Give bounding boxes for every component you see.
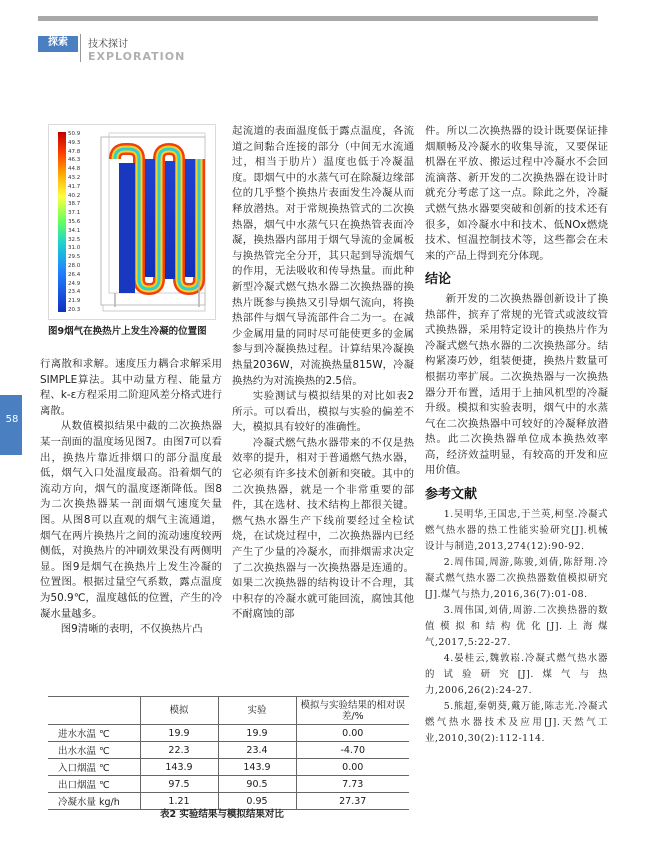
table-cell: 22.3 bbox=[140, 742, 218, 759]
legend-value: 37.1 bbox=[68, 210, 81, 217]
references-heading: 参考文献 bbox=[425, 487, 478, 503]
table-cell: 入口烟温 ℃ bbox=[48, 759, 140, 776]
table-cell: 90.5 bbox=[218, 776, 296, 793]
table-header: 模拟与实验结果的相对误差/% bbox=[296, 697, 409, 725]
table-cell: -4.70 bbox=[296, 742, 409, 759]
section-title-en: EXPLORATION bbox=[88, 50, 186, 63]
section-title-cn: 技术探讨 bbox=[88, 39, 128, 50]
legend-value: 50.9 bbox=[68, 131, 81, 137]
legend-value: 23.4 bbox=[68, 289, 81, 296]
paragraph: 行离散和求解。速度压力耦合求解采用SIMPLE算法。其中动量方程、能量方程、k-ε方程采用二阶迎风差分格式进行离散。 bbox=[40, 358, 222, 417]
table-cell: 7.73 bbox=[296, 776, 409, 793]
legend-value: 49.3 bbox=[68, 139, 81, 146]
table-caption: 表2 实验结果与模拟结果对比 bbox=[160, 809, 284, 820]
table-cell: 1.21 bbox=[140, 793, 218, 810]
paragraph: 图9清晰的表明，不仅换热片凸 bbox=[60, 623, 203, 636]
table-cell: 27.37 bbox=[296, 793, 409, 810]
color-legend-bar bbox=[58, 132, 66, 312]
legend-value: 21.9 bbox=[68, 298, 81, 305]
conclusion-paragraph: 新开发的二次换热器创新设计了换热部件，摈弃了常规的光管式或波纹管式换热器，采用特定设计的换热片作为冷凝式燃气热水器的二次换热部分。结构紧凑巧妙，组装便捷，换热片数量可根据功率扩展。二次换热器与一次换热器分开布置，适用于上抽风机型的冷凝升级。模拟和实验表明，烟气中的水蒸气在二次换热器中可较好的冷凝释放潜热。此二次换热器单位成本换热效率高，经济效益明显，有较高的开发和应用价值。 bbox=[425, 292, 608, 477]
table-cell: 143.9 bbox=[218, 759, 296, 776]
table-header-row bbox=[48, 697, 409, 725]
reference-item: 2.周伟国,周游,陈骏,刘倩,陈舒翔.冷凝式燃气热水器二次换热器数值模拟研究[J].煤气与热力,2016,36(7):01-08. bbox=[425, 556, 608, 600]
reference-item: 3.周伟国,刘倩,周游.二次换热器的数值模拟和结构优化[J].上海煤气,2017,5:22-27. bbox=[425, 604, 608, 648]
table-header bbox=[48, 697, 140, 725]
legend-value: 40.2 bbox=[68, 192, 81, 199]
paragraph: 冷凝式燃气热水器带来的不仅是热效率的提升，相对于普通燃气热水器，它必须有许多技术创新和突破。其中的二次换热器，就是一个非常重要的部件，其在选材、技术结构上都很关键。燃气热水器生产下线前要经过全检试烧，在试烧过程中，二次换热器内已经产生了少量的冷凝水，而排烟需求决定了二次换热器与一次换热器是连通的。如果二次换热器的结构设计不合理，其中积存的冷凝水就可能回流，腐蚀其他不耐腐蚀的部 bbox=[232, 436, 414, 621]
heat-exchanger-plate-render bbox=[95, 129, 213, 317]
table-cell: 冷凝水量 kg/h bbox=[48, 793, 140, 810]
legend-value: 31.0 bbox=[68, 245, 81, 252]
table-cell: 出水水温 ℃ bbox=[48, 742, 140, 759]
table-cell: 0.00 bbox=[296, 725, 409, 742]
table-row bbox=[48, 776, 409, 793]
section-tag-underline bbox=[38, 50, 78, 52]
reference-item: 4.晏桂云,魏敦崧.冷凝式燃气热水器的试验研究[J].煤气与热力,2006,26(2):24-27. bbox=[425, 652, 608, 696]
color-legend-labels bbox=[68, 131, 96, 313]
table-cell: 19.9 bbox=[218, 725, 296, 742]
results-comparison-table bbox=[48, 696, 409, 810]
legend-value: 20.3 bbox=[68, 306, 81, 313]
text-column-2 bbox=[232, 124, 414, 623]
legend-value: 41.7 bbox=[68, 183, 81, 190]
table-row bbox=[48, 725, 409, 742]
table-cell: 进水水温 ℃ bbox=[48, 725, 140, 742]
table-cell: 0.00 bbox=[296, 759, 409, 776]
table-row bbox=[48, 759, 409, 776]
page-number: 58 bbox=[5, 414, 19, 425]
reference-item: 5.熊超,秦朝葵,戴万能,陈志光.冷凝式燃气热水器技术及应用[J].天然气工业,2010,30(2):112-114. bbox=[425, 700, 608, 744]
legend-value: 24.9 bbox=[68, 280, 81, 287]
paragraph: 从数值模拟结果中截的二次换热器某一剖面的温度场见图7。由图7可以看出，换热片靠近排烟口的部分温度最低，烟气入口处温度最高。沿着烟气的流动方向，烟气的温度逐渐降低。图8为二次换热器某一剖面烟气速度矢量图。从图8可以直观的烟气主流通道，烟气在两片换热片之间的流动速度较两侧低，对换热片的冲刷效果没有两侧明显。图9是烟气在换热片上发生冷凝的位置图。根据过量空气系数，露点温度为50.9℃，温度越低的位置，产生的冷凝水量越多。 bbox=[40, 420, 222, 620]
legend-value: 29.5 bbox=[68, 254, 81, 261]
paragraph: 件。所以二次换热器的设计既要保证排烟顺畅及冷凝水的收集导流，又要保证机器在平放、搬运过程中冷凝水不会回流滴落、新开发的二次换热器在设计时就充分考虑了这一点。除此之外，冷凝式燃气热水器要突破和创新的技术还有很多，如冷凝水中和技术、低NOx燃烧技术、恒温控制技术等，这些都会在未来的产品上得到充分体现。 bbox=[425, 125, 608, 262]
legend-value: 46.3 bbox=[68, 157, 81, 164]
legend-value: 34.1 bbox=[68, 227, 81, 234]
table-header: 模拟 bbox=[140, 697, 218, 725]
table-cell: 97.5 bbox=[140, 776, 218, 793]
figure-caption: 图9烟气在换热片上发生冷凝的位置图 bbox=[48, 326, 207, 337]
table-cell: 143.9 bbox=[140, 759, 218, 776]
legend-value: 47.8 bbox=[68, 148, 81, 155]
page-number-bar bbox=[0, 395, 22, 455]
paragraph: 实验测试与模拟结果的对比如表2所示。可以看出，模拟与实验的偏差不大，模拟具有较好的准确性。 bbox=[232, 390, 414, 434]
table-cell: 出口烟温 ℃ bbox=[48, 776, 140, 793]
table-header: 实验 bbox=[218, 697, 296, 725]
reference-item: 1.吴明华,王国忠,于兰英,柯坚.冷凝式燃气热水器的热工性能实验研究[J].机械设计与制造,2013,274(12):90-92. bbox=[425, 508, 608, 552]
legend-value: 32.5 bbox=[68, 236, 81, 243]
legend-value: 44.8 bbox=[68, 166, 81, 173]
text-column-1 bbox=[40, 357, 222, 638]
paragraph: 起流道的表面温度低于露点温度，各流道之间黏合连接的部分（中间无水流通过，相当于肋片）温度也低于冷凝温度。即烟气中的水蒸气可在除凝边缘部位的几乎整个换热片表面发生冷凝从而释放潜热。对于常规换热管式的二次换热器，烟气中水蒸气只在换热管表面冷凝，换热器内部用于烟气导流的金属板与换热管完全分开，其只起到导流烟气的作用，无法吸收和传导热量。而此种新型冷凝式燃气热水器二次换热器的换热片既参与换热又引导烟气流向，将换热部件与烟气导流部件合二为一。在减少金属用量的同时尽可能使更多的金属参与到冷凝换热过程。计算结果冷凝换热量2036W，对流换热量815W，冷凝换热约为对流换热的2.5倍。 bbox=[232, 125, 414, 387]
legend-value: 38.7 bbox=[68, 201, 81, 208]
table-cell: 19.9 bbox=[140, 725, 218, 742]
table-cell: 0.95 bbox=[218, 793, 296, 810]
top-rule bbox=[38, 16, 598, 21]
conclusion-heading: 结论 bbox=[425, 272, 452, 288]
header-divider bbox=[80, 34, 81, 62]
legend-value: 35.6 bbox=[68, 218, 81, 225]
legend-value: 26.4 bbox=[68, 271, 81, 278]
section-tag: 探索 bbox=[38, 36, 78, 50]
table-cell: 23.4 bbox=[218, 742, 296, 759]
text-column-3 bbox=[425, 124, 608, 747]
table-row bbox=[48, 742, 409, 759]
legend-value: 43.2 bbox=[68, 174, 81, 181]
legend-value: 28.0 bbox=[68, 262, 81, 269]
figure-9-condensation-contour bbox=[48, 124, 216, 320]
